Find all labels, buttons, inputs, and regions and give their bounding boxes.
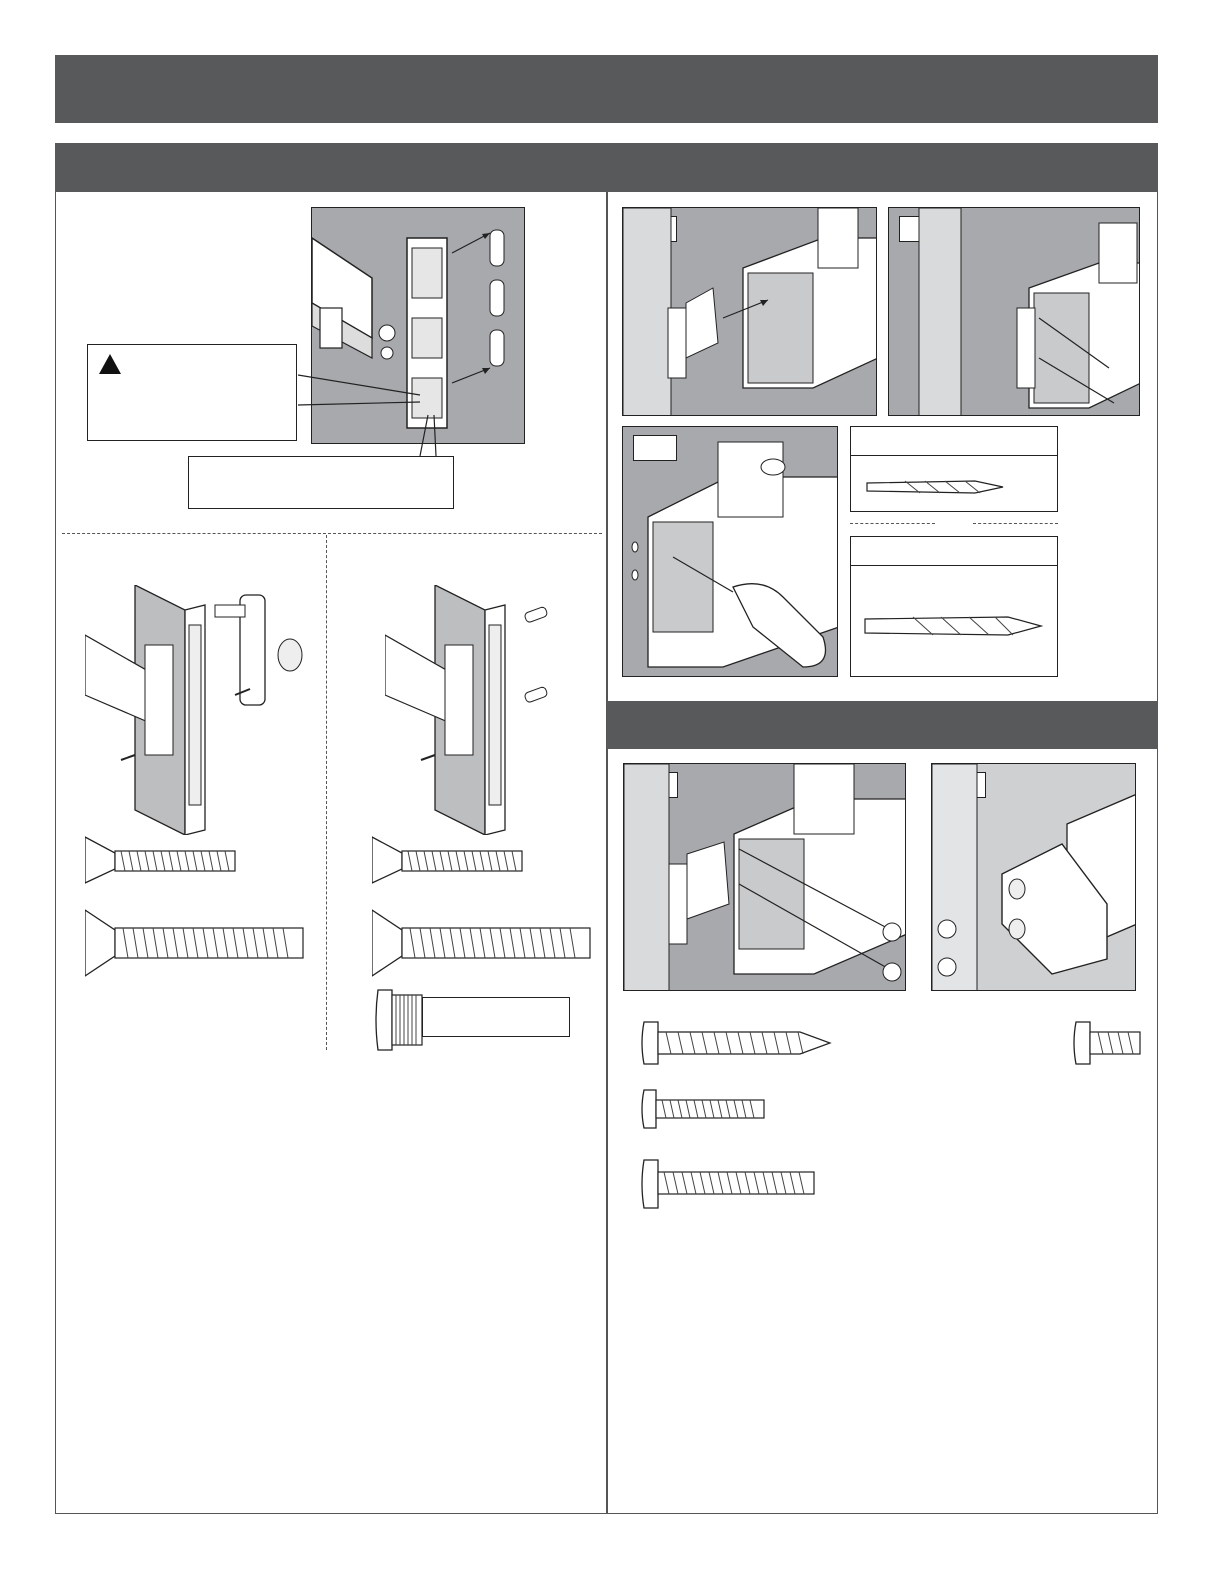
mount-callout xyxy=(188,456,454,509)
pan-head-screw-long-icon xyxy=(640,1158,820,1210)
drill-dashed-separator-right xyxy=(973,523,1058,524)
drill-bit-large-label xyxy=(851,538,863,550)
flat-head-screw-icon xyxy=(85,835,245,885)
drill-dashed-separator-left xyxy=(850,523,935,524)
drill-bit-small-box xyxy=(850,426,1058,512)
warning-callout xyxy=(87,344,297,441)
flat-head-screw-long-icon xyxy=(85,908,310,978)
bracket-mark-panel xyxy=(888,207,1140,416)
bracket-insert-panel xyxy=(622,207,877,416)
flat-head-screw-icon xyxy=(372,835,532,885)
bracket-fasten-panel xyxy=(623,763,906,991)
left-dashed-separator xyxy=(62,533,602,534)
page-header-bar xyxy=(55,55,1158,123)
drill-bit-icon xyxy=(863,609,1043,643)
drill-bit-large-box xyxy=(850,536,1058,677)
sex-nut-label-box xyxy=(422,997,570,1037)
column-divider xyxy=(606,192,608,1514)
drill-holes-panel xyxy=(622,426,838,677)
end-cap-panel xyxy=(931,763,1136,991)
pan-head-screw-small-icon xyxy=(1072,1018,1147,1068)
drill-bit-icon xyxy=(865,475,1005,499)
flat-head-screw-long-icon xyxy=(372,908,597,978)
section2-header-bar xyxy=(607,701,1158,749)
section-header-bar xyxy=(55,143,1158,192)
drill-bit-small-label xyxy=(851,428,863,440)
door-strike-illustration-b xyxy=(385,585,585,835)
mount-leader-lines xyxy=(400,410,450,460)
left-dashed-divider xyxy=(326,535,327,1050)
warning-triangle-icon xyxy=(98,353,122,375)
pan-head-screw-icon xyxy=(640,1088,770,1130)
pan-head-screw-icon xyxy=(640,1018,835,1068)
door-strike-illustration-a xyxy=(85,585,315,835)
